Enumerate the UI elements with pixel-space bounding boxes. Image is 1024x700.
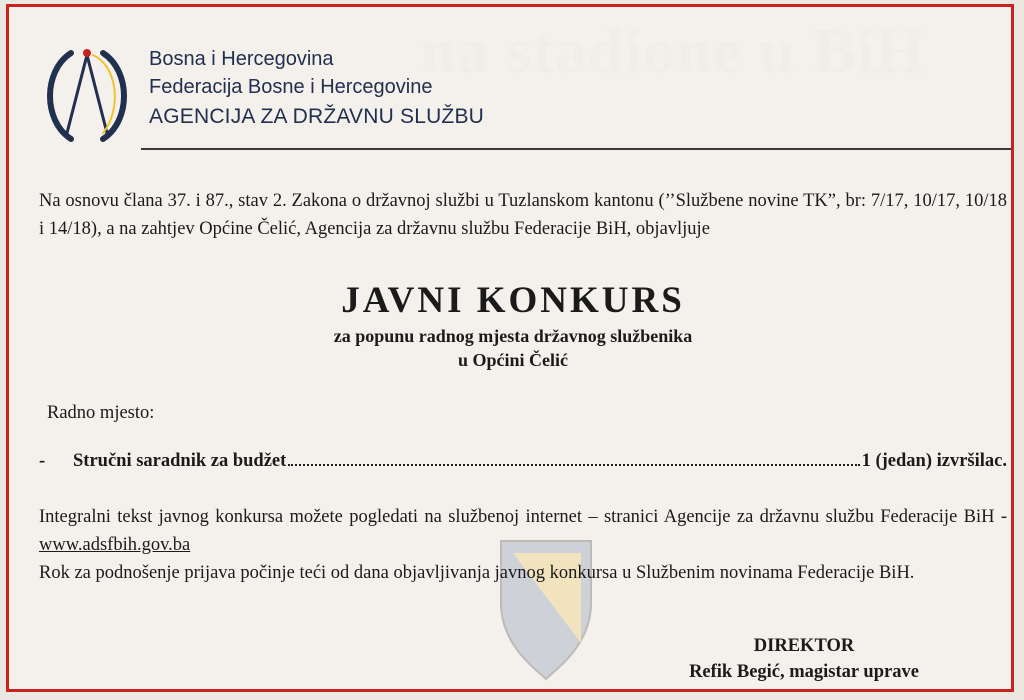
body-paragraph-2: Rok za podnošenje prijava počinje teći od dana objavljivanja javnog konkursa u Službenim novinama Federacije BiH. — [39, 563, 915, 583]
intro-paragraph: Na osnovu člana 37. i 87., stav 2. Zakona o državnoj službi u Tuzlanskom kantonu (’’Službene novine TK”, br: 7/17, 10/17, 10/18 i 14/18), a na zahtjev Općine Čelić, Agencija za državnu službu Federacije BiH, objavljuje — [39, 191, 1007, 239]
signature-block — [664, 633, 944, 685]
position-name: Stručni saradnik za budžet — [73, 451, 287, 471]
agency-name: AGENCIJA ZA DRŽAVNU SLUŽBU — [149, 105, 485, 128]
position-label: Radno mjesto: — [47, 403, 155, 423]
signature-role: DIREKTOR — [753, 636, 855, 656]
announcement-title: JAVNI KONKURS — [341, 280, 685, 321]
dot-leader — [288, 464, 859, 466]
announcement-frame — [6, 4, 1014, 692]
agency-website-link[interactable]: www.adsfbih.gov.ba — [39, 535, 191, 555]
position-dash: - — [39, 451, 46, 471]
position-row — [39, 451, 1007, 472]
body-paragraph-1-text: Integralni tekst javnog konkursa možete pogledati na službenoj internet – stranici Agencije za državnu službu Federacije BiH - — [39, 507, 1007, 527]
body-text — [39, 503, 1007, 587]
body-paragraph-1 — [39, 503, 1007, 559]
announcement-subtitle — [9, 324, 1017, 372]
agency-logo-icon — [33, 41, 143, 151]
position-count: 1 (jedan) izvršilac. — [861, 451, 1007, 471]
header-divider — [141, 148, 1011, 150]
subtitle-line-1: za popunu radnog mjesta državnog službenika — [333, 326, 693, 346]
subtitle-line-2: u Općini Čelić — [457, 350, 568, 370]
agency-header — [149, 45, 484, 133]
federation-name: Federacija Bosne i Hercegovine — [149, 76, 433, 98]
signature-name: Refik Begić, magistar uprave — [689, 662, 919, 682]
country-name: Bosna i Hercegovina — [149, 48, 334, 70]
